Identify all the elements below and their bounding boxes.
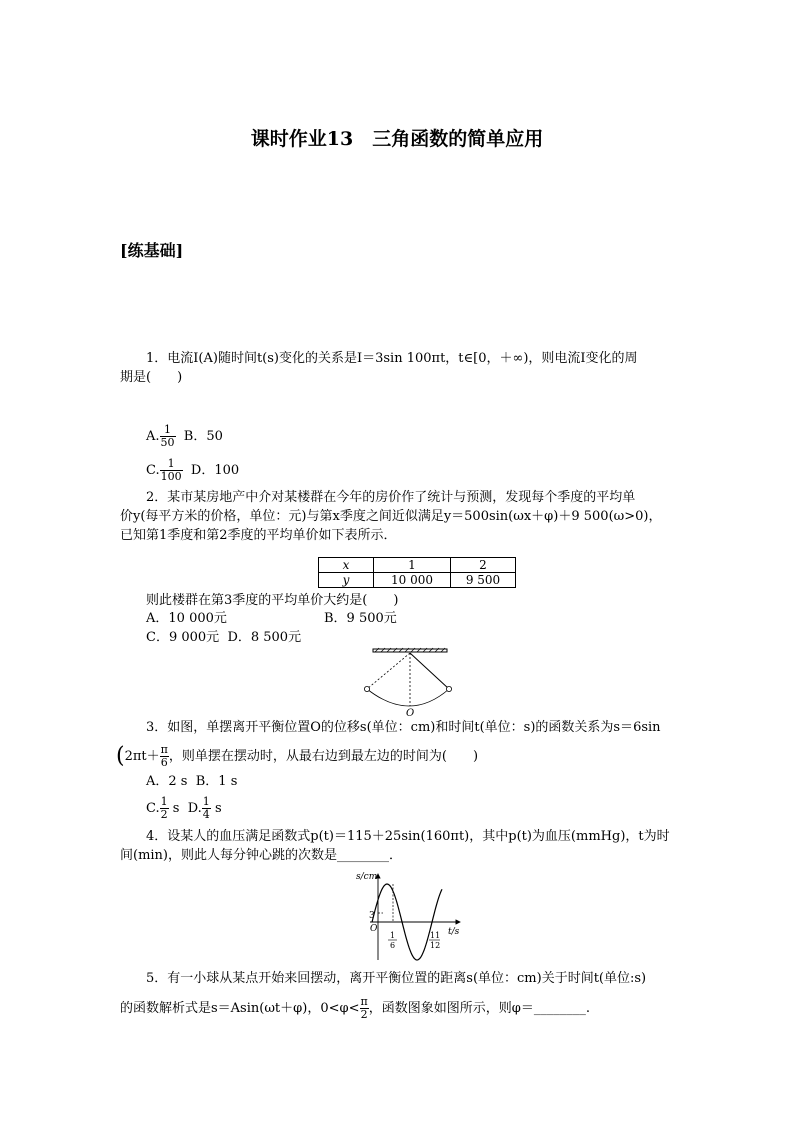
pendulum-figure <box>355 645 465 717</box>
pendulum-left-string <box>367 653 410 689</box>
q3-expr-fraction <box>160 744 169 769</box>
table-row <box>319 573 516 588</box>
q1-option-a-fraction <box>160 424 176 449</box>
pendulum-left-bob <box>364 686 369 691</box>
q2-line2: 价y(每平方米的价格，单位：元)与第x季度之间近似满足y＝500sin(ωx＋φ)＋9 500(ω>0)， <box>120 509 662 524</box>
q3-line2 <box>116 744 478 769</box>
q5-line1: 5．有一小球从某点开始来回摆动，离开平衡位置的距离s(单位：cm)关于时间t(单位:s) <box>146 971 647 986</box>
q3-expr-numerator: π <box>160 743 168 756</box>
x-tick-1-numerator: 1 <box>390 931 396 940</box>
q1-options-cd <box>146 458 239 483</box>
q3-paren: ( <box>116 743 125 769</box>
q1-options-ab <box>146 424 223 449</box>
q1-option-c-label: C. <box>146 463 160 478</box>
q4-line2: 间(min)，则此人每分钟心跳的次数是________． <box>120 848 403 863</box>
q3-option-d-unit: s <box>214 801 222 816</box>
pendulum-right-bob <box>446 686 451 691</box>
q2-option-c: C．9 000元 <box>146 630 220 645</box>
q3-options-ab <box>146 773 237 791</box>
q5-fraction <box>360 996 369 1021</box>
table-cell: 1 <box>374 558 451 573</box>
q3-expr-post: ，则单摆在摆动时，从最右边到最左边的时间为( ) <box>168 749 479 764</box>
q3-option-d-numerator: 1 <box>202 795 210 808</box>
q1-line2: 期是( ) <box>120 370 183 385</box>
q2-option-d: D．8 500元 <box>227 630 302 645</box>
pendulum-right-string <box>410 653 449 689</box>
q1-option-c-denominator: 100 <box>160 470 182 483</box>
pendulum-arc <box>367 689 449 706</box>
table-cell: y <box>319 573 374 588</box>
q1-line1: 1．电流I(A)随时间t(s)变化的关系是I＝3sin 100πt，t∈[0，＋∞)，则电流I变化的周 <box>146 351 638 366</box>
q5-expr-post: ，函数图象如图所示，则φ＝________. <box>368 1001 590 1016</box>
x-axis-label: t/s <box>448 927 460 937</box>
q3-options-cd <box>146 796 222 821</box>
q1-option-a-numerator: 1 <box>160 424 176 437</box>
q5-expr-pre: 的函数解析式是s＝Asin(ωt＋φ)，0<φ< <box>120 1001 360 1016</box>
q2-line3: 已知第1季度和第2季度的平均单价如下表所示． <box>120 528 397 543</box>
q3-option-a: A．2 s <box>146 774 188 789</box>
q1-option-b: B．50 <box>183 429 223 444</box>
q5-fraction-denominator: 2 <box>360 1008 368 1021</box>
y-tick-label: 3 <box>369 911 375 921</box>
price-table <box>318 557 516 588</box>
q1-option-a-label: A. <box>146 429 160 444</box>
q3-expr-denominator: 6 <box>160 756 168 769</box>
pendulum-label-o: O <box>406 708 415 717</box>
table-cell: 2 <box>451 558 516 573</box>
q3-option-c-fraction <box>160 796 169 821</box>
x-tick-2 <box>429 931 440 950</box>
x-tick-2-numerator: 11 <box>430 931 441 940</box>
q3-line1: 3．如图，单摆离开平衡位置O的位移s(单位：cm)和时间t(单位：s)的函数关系为s＝6sin <box>146 720 661 735</box>
q3-option-c-label: C. <box>146 801 160 816</box>
q3-option-d-label: D. <box>187 801 202 816</box>
section-heading: [练基础] <box>120 241 184 260</box>
x-tick-1-denominator: 6 <box>390 941 396 950</box>
q1-option-d: D．100 <box>190 463 240 478</box>
table-row <box>319 558 516 573</box>
q3-option-c-denominator: 2 <box>160 808 168 821</box>
q3-option-d-fraction <box>202 796 211 821</box>
q2-question: 则此楼群在第3季度的平均单价大约是( ) <box>146 593 399 608</box>
q2-option-a: A．10 000元 <box>146 611 227 626</box>
q2-option-b: B．9 500元 <box>324 611 397 626</box>
origin-label: O <box>370 924 378 934</box>
sine-graph <box>350 866 465 966</box>
q1-option-a-denominator: 50 <box>160 436 175 449</box>
q4-line1: 4．设某人的血压满足函数式p(t)＝115＋25sin(160πt)，其中p(t)为血压(mmHg)，t为时 <box>146 829 670 844</box>
q3-expr-pre: 2πt＋ <box>124 749 160 764</box>
x-tick-2-denominator: 12 <box>430 941 441 950</box>
y-axis-label: s/cm <box>356 872 378 882</box>
q1-option-c-numerator: 1 <box>160 458 183 471</box>
q3-option-b: B．1 s <box>195 774 238 789</box>
table-cell: x <box>319 558 374 573</box>
q5-fraction-numerator: π <box>360 995 368 1008</box>
q3-option-d-denominator: 4 <box>202 808 210 821</box>
page-title: 课时作业13 三角函数的简单应用 <box>250 128 544 150</box>
q3-option-c-numerator: 1 <box>160 795 168 808</box>
q1-option-c-fraction <box>160 458 183 483</box>
table-cell: 9 500 <box>451 573 516 588</box>
table-cell: 10 000 <box>374 573 451 588</box>
x-tick-1 <box>388 931 397 950</box>
q3-option-c-unit: s <box>172 801 180 816</box>
q5-line2 <box>120 996 590 1021</box>
q2-line1: 2．某市某房地产中介对某楼群在今年的房价作了统计与预测，发现每个季度的平均单 <box>146 490 636 505</box>
q2-options-cd <box>146 629 301 647</box>
